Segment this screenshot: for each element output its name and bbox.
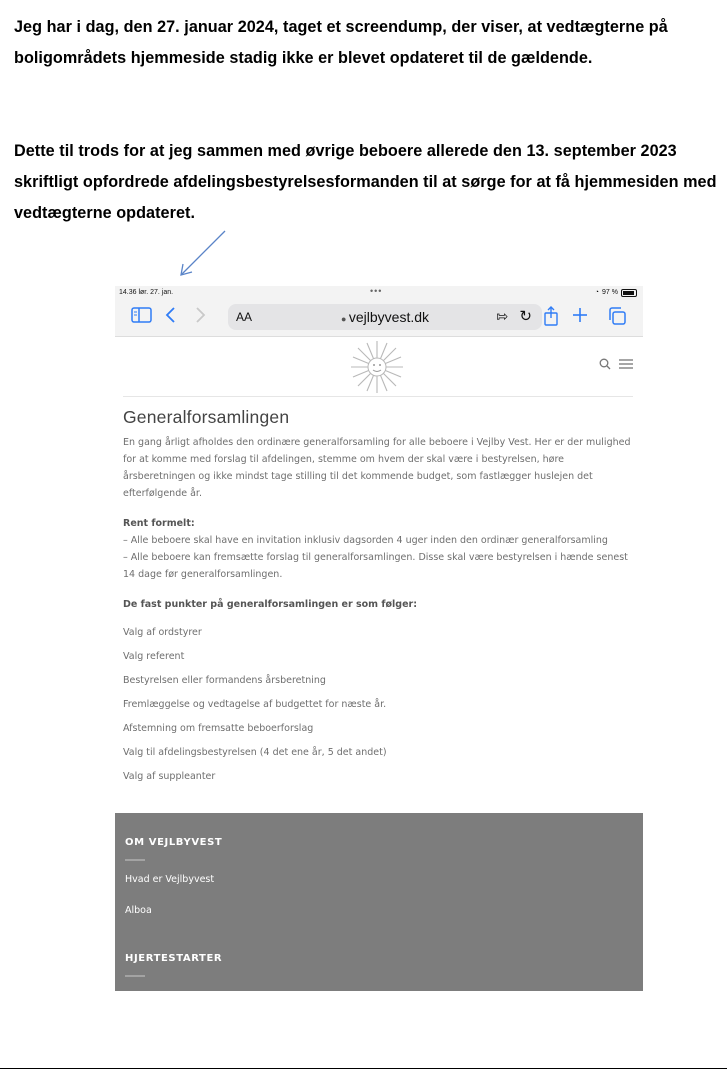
forward-icon[interactable] [194,306,206,329]
sun-logo-icon[interactable] [349,339,405,395]
list-item: Valg referent [123,651,185,662]
list-item: Valg af suppleanter [123,771,216,782]
arrow-annotation-icon [170,228,230,280]
footer-link-alboa[interactable]: Alboa [125,905,152,916]
address-bar[interactable] [228,304,542,330]
agenda-list [123,621,638,789]
site-footer [115,813,643,991]
new-tab-icon[interactable] [571,306,589,329]
share-icon[interactable] [543,306,559,331]
footer-heading-hjertestarter: HJERTESTARTER [125,953,223,964]
sidebar-icon[interactable] [131,306,153,329]
battery-icon [621,289,637,297]
menu-icon[interactable] [619,357,633,373]
site-header [115,337,643,396]
screenshot [115,286,643,991]
page-bottom-rule [0,1068,727,1069]
footer-divider [125,859,145,861]
search-icon[interactable] [599,357,611,373]
reload-icon[interactable]: ↻ [519,308,532,325]
list-item: Valg til afdelingsbestyrelsen (4 det ene år, 5 det andet) [123,747,387,758]
status-bar [115,286,643,300]
fast-heading: De fast punkter på generalforsamlingen er som følger: [123,599,417,610]
lock-icon: ● [340,314,349,324]
page-content [123,404,638,789]
intro-text: En gang årligt afholdes den ordinære generalforsamling for alle beboere i Vejlby Vest. Her er der mulighed for at komme med forslag til afdelingen, stemme om hvem der skal være i bestyrelsen, høre årsberetningen og ikke mindst tage stilling til det kommende budget, som fastlægger huslejen det efterfølgende år. [123,437,631,499]
status-time: 14.36 lør. 27. jan. [119,289,174,296]
intro-paragraph-2: Dette til trods for at jeg sammen med øvrige beboere allerede den 13. september 2023 skriftligt opfordrede afdelingsbestyrelsesformanden til at sørge for at få hjemmesiden med vedtægterne opdateret. [14,142,717,222]
browser-toolbar [115,300,643,337]
battery-percent: 97 % [602,289,618,296]
page-title: Generalforsamlingen [123,407,290,427]
wifi-icon: ◔ [594,289,600,296]
back-icon[interactable] [165,306,177,329]
url-text: vejlbyvest.dk [348,309,430,325]
reader-icon[interactable]: ⇰ [496,308,508,324]
url-field[interactable] [228,309,542,325]
list-item: Bestyrelsen eller formandens årsberetning [123,675,326,686]
rent-line-1: – Alle beboere skal have en invitation inklusiv dagsorden 4 uger inden den ordinær generalforsamling [123,535,608,546]
list-item: Valg af ordstyrer [123,627,202,638]
footer-divider [125,975,145,977]
rent-heading: Rent formelt: [123,518,195,529]
footer-link-hvad[interactable]: Hvad er Vejlbyvest [125,874,215,885]
intro-paragraph-1: Jeg har i dag, den 27. januar 2024, taget et screendump, der viser, at vedtægterne på boligområdets hjemmeside stadig ikke er blevet opdateret til de gældende. [14,18,668,67]
list-item: Afstemning om fremsatte beboerforslag [123,723,314,734]
header-divider [123,396,633,397]
text-size-button[interactable]: AA [236,310,253,324]
rent-line-2: – Alle beboere kan fremsætte forslag til generalforsamlingen. Disse skal være bestyrelsen i hænde senest 14 dage før generalforsamlingen. [123,552,628,580]
list-item: Fremlæggelse og vedtagelse af budgettet for næste år. [123,699,387,710]
multitask-dots[interactable]: ••• [370,286,383,296]
footer-heading-om: OM VEJLBYVEST [125,837,223,848]
status-indicators [595,286,637,300]
tabs-icon[interactable] [607,306,627,331]
